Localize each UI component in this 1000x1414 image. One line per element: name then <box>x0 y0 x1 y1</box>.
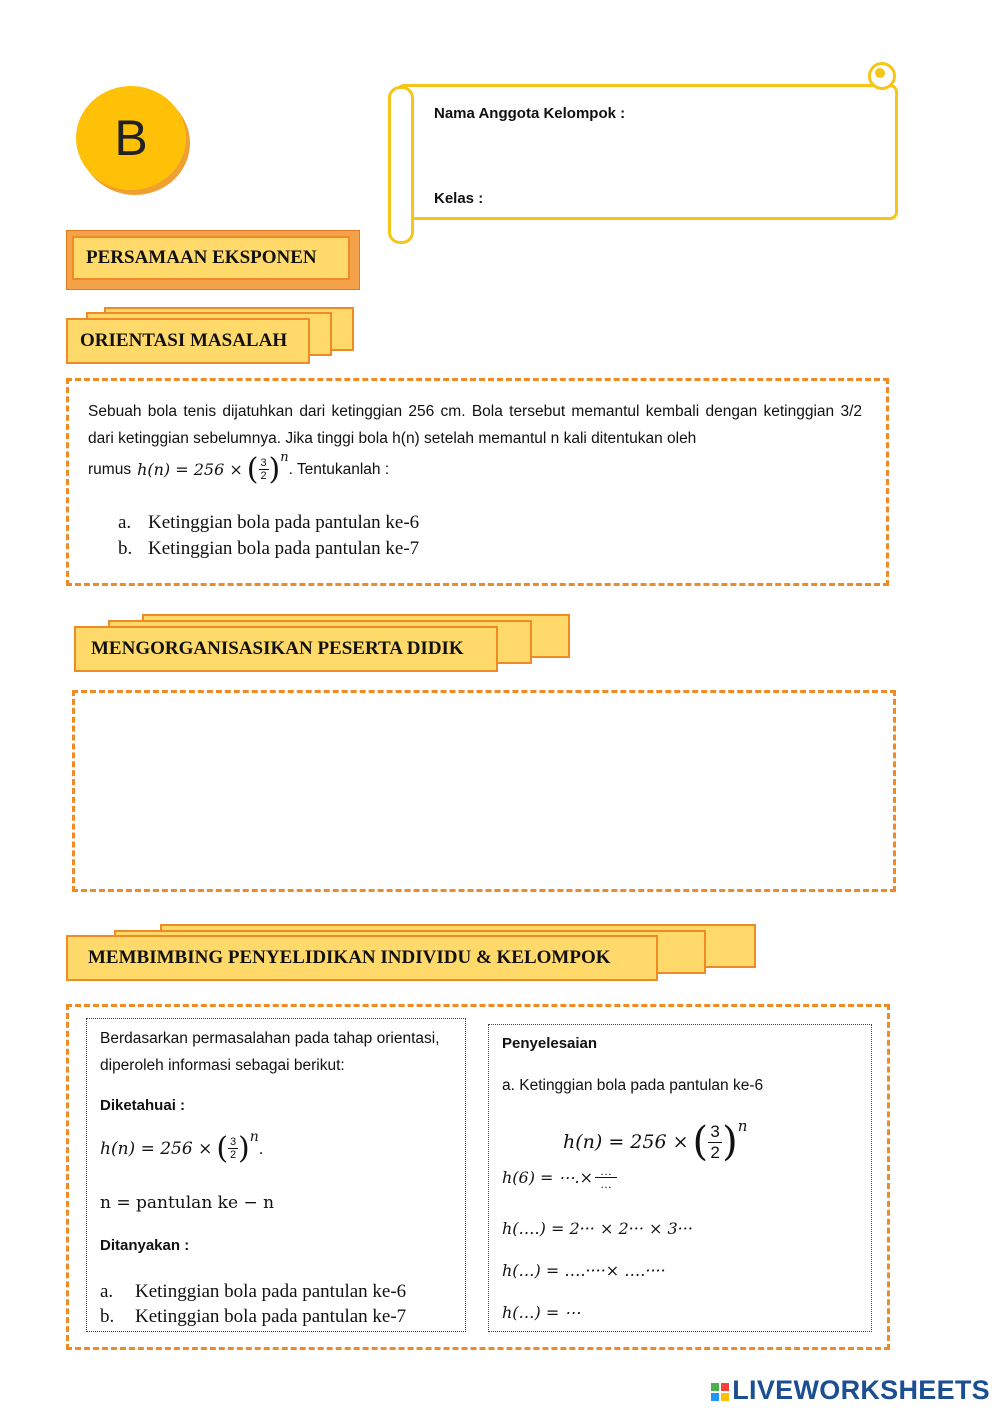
solution-line-4[interactable]: h(…) = ⋯ <box>502 1303 581 1322</box>
paren-left: ( <box>692 1119 709 1165</box>
solution-formula-lhs: h(n) = 256 × <box>563 1131 689 1153</box>
known-period: . <box>258 1138 264 1158</box>
problem-tail: . Tentukanlah : <box>288 460 390 478</box>
formula-exponent: n <box>280 450 289 465</box>
fraction-den: 2 <box>260 470 267 482</box>
solution-line-1[interactable] <box>502 1165 617 1190</box>
solution-title: Penyelesaian <box>502 1035 598 1052</box>
known-fraction <box>228 1136 238 1161</box>
fraction-den: 2 <box>710 1142 720 1162</box>
class-label: Kelas : <box>434 190 484 207</box>
asked-list <box>100 1279 406 1329</box>
known-exponent: n <box>249 1129 259 1145</box>
section-badge <box>76 86 186 190</box>
solution-line-3[interactable]: h(…) = ….····× ….···· <box>502 1261 666 1280</box>
paren-right: ) <box>238 1131 250 1166</box>
known-formula-lhs: h(n) = 256 × <box>100 1138 213 1159</box>
fraction-num: 3 <box>260 457 267 469</box>
known-formula <box>100 1131 264 1166</box>
solution-line-1-fraction <box>595 1165 617 1190</box>
orientation-title: ORIENTASI MASALAH <box>80 330 288 351</box>
solution-formula <box>563 1119 747 1165</box>
liveworksheets-logo-icon <box>711 1383 729 1401</box>
title-header <box>72 236 350 280</box>
info-box <box>86 1018 466 1332</box>
list-item: a. Ketinggian bola pada pantulan ke-6 <box>118 512 420 533</box>
fraction-num: 3 <box>229 1136 237 1148</box>
organize-title: MENGORGANISASIKAN PESERTA DIDIK <box>91 638 464 659</box>
guide-header <box>66 935 658 981</box>
formula-lhs: h(n) = 256 × <box>137 460 243 479</box>
paren-left: ( <box>216 1131 229 1166</box>
n-definition: n = pantulan ke − n <box>100 1193 275 1213</box>
known-label: Diketahuai : <box>100 1097 186 1114</box>
list-item: b. Ketinggian bola pada pantulan ke-7 <box>118 538 420 559</box>
info-intro: Berdasarkan permasalahan pada tahap orientasi, diperoleh informasi sebagai berikut: <box>100 1030 440 1074</box>
watermark-text: LIVEWORKSHEETS <box>732 1375 990 1405</box>
liveworksheets-logo <box>711 1375 990 1406</box>
orientation-header <box>66 318 310 364</box>
problem-list <box>118 510 419 562</box>
list-item: b. Ketinggian bola pada pantulan ke-7 <box>100 1306 407 1327</box>
organize-header <box>74 626 498 672</box>
group-members-label: Nama Anggota Kelompok : <box>434 105 626 122</box>
scroll-curl-left <box>388 86 414 244</box>
solution-subtitle: a. Ketinggian bola pada pantulan ke-6 <box>502 1077 764 1094</box>
list-item: a. Ketinggian bola pada pantulan ke-6 <box>100 1281 407 1302</box>
scroll-curl-dot <box>875 68 885 78</box>
fraction-den: 2 <box>229 1149 237 1161</box>
fraction-num: … <box>600 1164 613 1178</box>
asked-label: Ditanyakan : <box>100 1237 190 1254</box>
problem-text: Sebuah bola tenis dijatuhkan dari ketinggian 256 cm. Bola tersebut memantul kembali dengan ketinggian 3/2 dari ketinggian sebelumnya. Jika tinggi bola h(n) setelah memantul n kali ditentukan oleh <box>88 403 862 447</box>
problem-formula-line <box>88 452 389 487</box>
paren-right: ) <box>722 1119 738 1165</box>
solution-box <box>488 1024 872 1332</box>
paren-left: ( <box>246 452 259 487</box>
solution-line-1-lhs: h(6) = ⋯.× <box>502 1168 594 1187</box>
problem-rumus: rumus <box>88 460 132 478</box>
formula-fraction <box>259 457 269 482</box>
solution-line-2[interactable]: h(….) = 2··· × 2··· × 3··· <box>502 1219 693 1238</box>
organize-answer-box[interactable] <box>72 690 896 892</box>
guide-title: MEMBIMBING PENYELIDIKAN INDIVIDU & KELOMPOK <box>88 947 611 968</box>
badge-letter: B <box>114 110 148 166</box>
fraction-den: … <box>600 1177 613 1191</box>
paren-right: ) <box>268 452 281 487</box>
fraction-num: 3 <box>710 1121 720 1141</box>
solution-fraction <box>708 1122 722 1163</box>
solution-exponent: n <box>737 1117 748 1135</box>
page-title: PERSAMAAN EKSPONEN <box>86 247 317 268</box>
